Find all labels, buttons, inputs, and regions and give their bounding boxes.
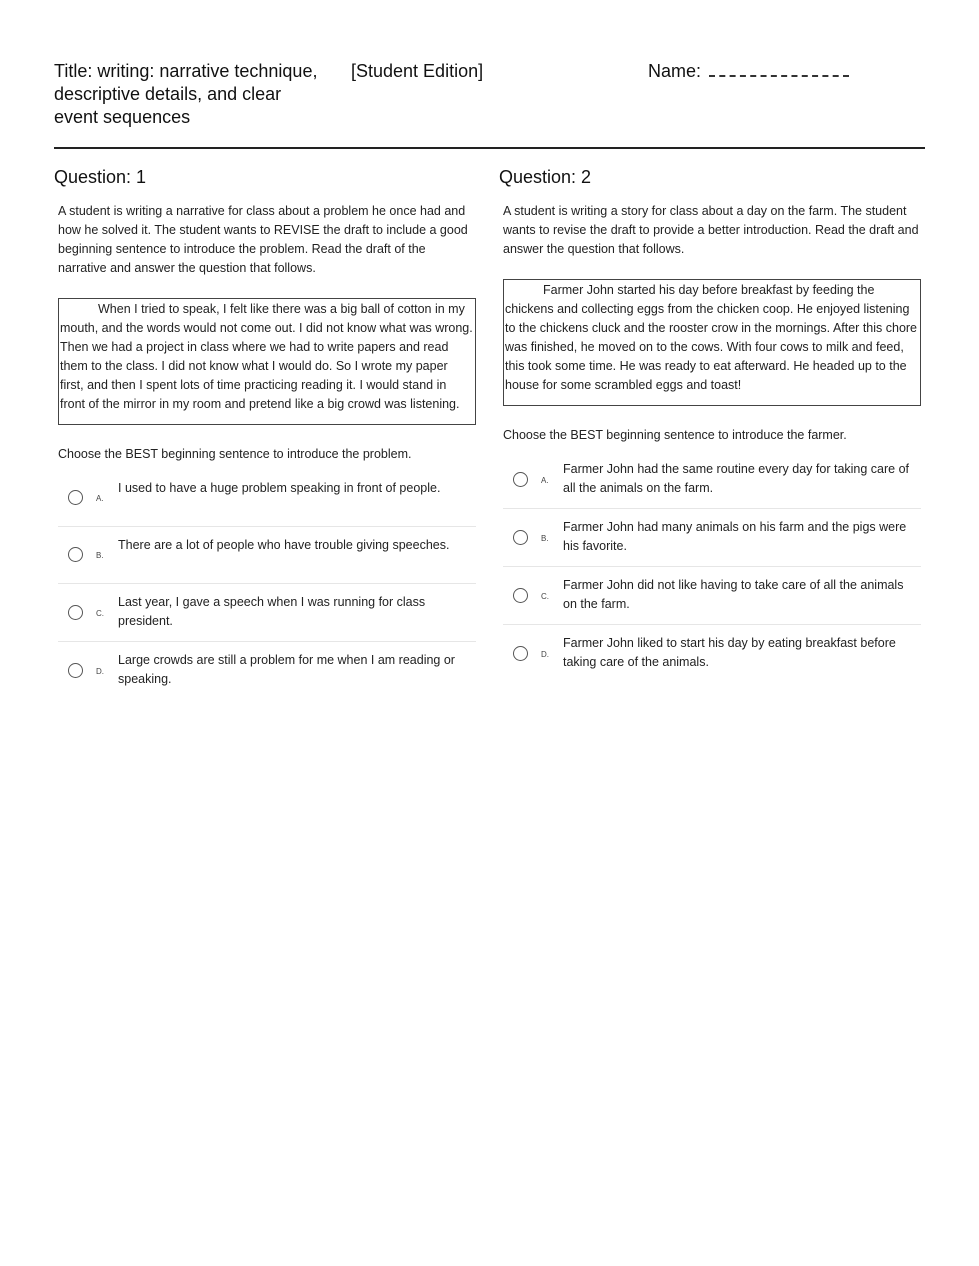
worksheet-title: Title: writing: narrative technique, descriptive details, and clear event sequences — [54, 61, 318, 127]
option-text: Farmer John did not like having to take care of all the animals on the farm. — [563, 578, 904, 611]
radio-button[interactable] — [513, 588, 528, 603]
option-letter: A. — [96, 494, 104, 503]
answer-option[interactable] — [503, 567, 921, 625]
option-text: I used to have a huge problem speaking in front of people. — [118, 481, 441, 495]
answer-options — [58, 470, 476, 699]
radio-button[interactable] — [68, 490, 83, 505]
option-letter: B. — [541, 533, 549, 543]
question-stem: Choose the BEST beginning sentence to introduce the farmer. — [503, 428, 847, 442]
option-letter: A. — [541, 475, 549, 485]
answer-options — [503, 451, 921, 682]
edition-label: [Student Edition] — [351, 61, 484, 81]
radio-button[interactable] — [68, 663, 83, 678]
worksheet-header — [54, 60, 925, 148]
question-heading: Question: 1 — [54, 167, 147, 187]
option-text: Farmer John had the same routine every day for taking care of all the animals on the farm. — [563, 462, 910, 495]
option-letter: D. — [96, 666, 104, 676]
question-heading: Question: 2 — [499, 167, 592, 187]
option-text: Farmer John liked to start his day by eating breakfast before taking care of the animals. — [563, 636, 896, 669]
option-letter: C. — [541, 591, 549, 601]
radio-button[interactable] — [513, 530, 528, 545]
draft-passage-text: When I tried to speak, I felt like there was a big ball of cotton in my mouth, and the words would not come out. I did not know what was wrong. Then we had a project in class where we had to write papers and read them to the class. I did not know what I would do. So I wrote my paper first, and then I spent lots of time practicing reading it. I would stand in front of the mirror in my room and pretend like a big crowd was listening. — [60, 302, 473, 411]
question-stem: Choose the BEST beginning sentence to introduce the problem. — [58, 447, 412, 461]
name-blank-line[interactable] — [709, 61, 849, 77]
question-2 — [499, 166, 921, 682]
answer-option[interactable] — [503, 451, 921, 509]
question-prompt: A student is writing a narrative for class about a problem he once had and how he solved it. The student wants to REVISE the draft to include a good beginning sentence to introduce the problem. Read the draft of the narrative and answer the question that follows. — [58, 204, 468, 275]
radio-button[interactable] — [68, 605, 83, 620]
option-text: Last year, I gave a speech when I was running for class president. — [118, 595, 426, 628]
option-letter: D. — [541, 649, 549, 659]
option-text: Farmer John had many animals on his farm and the pigs were his favorite. — [563, 520, 907, 553]
answer-option[interactable] — [58, 470, 476, 527]
draft-passage — [58, 298, 476, 425]
draft-passage — [503, 279, 921, 406]
header-divider — [54, 147, 925, 149]
option-text: There are a lot of people who have trouble giving speeches. — [118, 538, 450, 552]
radio-button[interactable] — [68, 547, 83, 562]
name-field[interactable] — [648, 60, 849, 83]
option-letter: C. — [96, 608, 104, 618]
answer-option[interactable] — [58, 584, 476, 642]
option-letter: B. — [96, 551, 104, 560]
question-prompt: A student is writing a story for class about a day on the farm. The student wants to revise the draft to provide a better introduction. Read the draft and answer the question that follows. — [503, 204, 919, 256]
option-text: Large crowds are still a problem for me when I am reading or speaking. — [118, 653, 455, 686]
radio-button[interactable] — [513, 646, 528, 661]
radio-button[interactable] — [513, 472, 528, 487]
question-1 — [54, 166, 476, 699]
answer-option[interactable] — [503, 509, 921, 567]
answer-option[interactable] — [58, 642, 476, 699]
name-label: Name: — [648, 61, 702, 81]
answer-option[interactable] — [58, 527, 476, 584]
answer-option[interactable] — [503, 625, 921, 682]
draft-passage-text: Farmer John started his day before breakfast by feeding the chickens and collecting eggs from the chicken coop. He enjoyed listening to the chickens cluck and the rooster crow in the mornings. After this chore was finished, he moved on to the cows. With four cows to milk and feed, this took some time. He was ready to eat afterward. He headed up to the house for some scrambled eggs and toast! — [505, 283, 918, 392]
